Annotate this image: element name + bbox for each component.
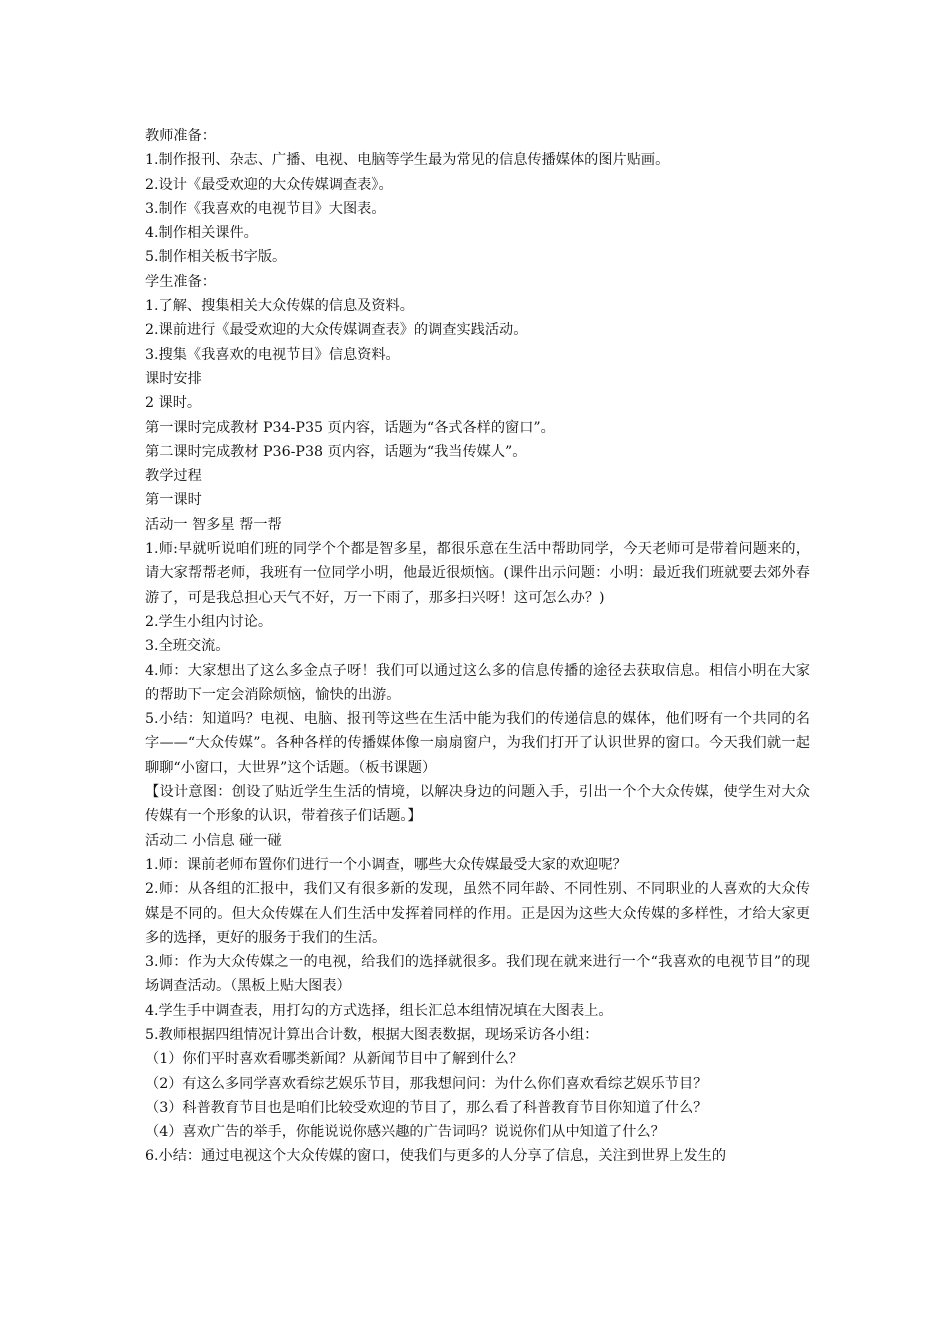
heading-activity-1: 活动一 智多星 帮一帮 [145,516,282,533]
teacher-prep-item-5: 5.制作相关板书字版。 [145,249,287,266]
heading-teacher-prep: 教师准备： [145,128,216,144]
schedule-count: 2 课时。 [145,395,202,412]
teacher-prep-item-4: 4.制作相关课件。 [145,225,258,242]
question-1: （1）你们平时喜欢看哪类新闻？从新闻节目中了解到什么？ [145,1051,523,1068]
activity-1-step-1: 1.师:早就听说咱们班的同学个个都是智多星，都很乐意在生活中帮助同学，今天老师可是带着问题来的，请大家帮帮老师，我班有一位同学小明，他最近很烦恼。(课件出示问题：小明：最近我们班就要去郊外春游了，可是我总担心天气不好，万一下雨了，那多扫兴呀！这可怎么办？) [145,541,810,606]
student-prep-item-1: 1.了解、搜集相关大众传媒的信息及资料。 [145,298,414,315]
activity-1-step-3: 3.全班交流。 [145,638,230,655]
student-prep-item-3: 3.搜集《我喜欢的电视节目》信息资料。 [145,346,400,363]
heading-schedule: 课时安排 [145,370,202,387]
teacher-prep-item-3: 3.制作《我喜欢的电视节目》大图表。 [145,200,386,217]
activity-2-step-4: 4.学生手中调查表，用打勾的方式选择，组长汇总本组情况填在大图表上。 [145,1002,613,1019]
heading-process: 教学过程 [145,468,202,485]
question-3: （3）科普教育节目也是咱们比较受欢迎的节目了，那么看了科普教育节目你知道了什么？ [145,1099,708,1116]
design-intent: 【设计意图：创设了贴近学生生活的情境，以解决身边的问题入手，引出一个个大众传媒，使学生对大众传媒有一个形象的认识，带着孩子们话题。】 [145,784,810,825]
schedule-lesson-1: 第一课时完成教材 P34-P35 页内容，话题为“各式各样的窗口”。 [145,419,555,436]
activity-2-step-2: 2.师：从各组的汇报中，我们又有很多新的发现，虽然不同年龄、不同性别、不同职业的人喜欢的大众传媒是不同的。但大众传媒在人们生活中发挥着同样的作用。正是因为这些大众传媒的多样性，才给大家更多的选择，更好的服务于我们的生活。 [145,881,810,946]
teacher-prep-item-1: 1.制作报刊、杂志、广播、电视、电脑等学生最为常见的信息传播媒体的图片贴画。 [145,152,670,169]
heading-lesson-1: 第一课时 [145,492,202,509]
activity-1-step-2: 2.学生小组内讨论。 [145,613,273,630]
teacher-prep-item-2: 2.设计《最受欢迎的大众传媒调查表》。 [145,176,393,193]
question-2: （2）有这么多同学喜欢看综艺娱乐节目，那我想问问：为什么你们喜欢看综艺娱乐节目？ [145,1075,708,1092]
activity-2-step-5: 5.教师根据四组情况计算出合计数，根据大图表数据，现场采访各小组： [145,1026,599,1043]
heading-activity-2: 活动二 小信息 碰一碰 [145,832,282,849]
activity-2-step-3: 3.师：作为大众传媒之一的电视，给我们的选择就很多。我们现在就来进行一个“我喜欢的电视节目”的现场调查活动。（黑板上贴大图表） [145,954,810,995]
activity-2-step-1: 1.师：课前老师布置你们进行一个小调查，哪些大众传媒最受大家的欢迎呢？ [145,856,627,873]
heading-student-prep: 学生准备： [145,273,216,290]
activity-1-step-4: 4.师：大家想出了这么多金点子呀！我们可以通过这么多的信息传播的途径去获取信息。相信小明在大家的帮助下一定会消除烦恼，愉快的出游。 [145,662,810,703]
activity-2-summary: 6.小结：通过电视这个大众传媒的窗口，使我们与更多的人分享了信息，关注到世界上发生的 [145,1148,727,1165]
question-4: （4）喜欢广告的举手，你能说说你感兴趣的广告词吗？说说你们从中知道了什么？ [145,1124,665,1141]
document-body [145,124,810,1169]
schedule-lesson-2: 第二课时完成教材 P36-P38 页内容，话题为“我当传媒人”。 [145,443,527,460]
student-prep-item-2: 2.课前进行《最受欢迎的大众传媒调查表》的调查实践活动。 [145,322,528,339]
activity-1-summary: 5.小结：知道吗？电视、电脑、报刊等这些在生活中能为我们的传递信息的媒体，他们呀有一个共同的名字——“大众传媒”。各种各样的传播媒体像一扇扇窗户，为我们打开了认识世界的窗口。今天我们就一起聊聊“小窗口，大世界”这个话题。（板书课题） [145,711,810,776]
